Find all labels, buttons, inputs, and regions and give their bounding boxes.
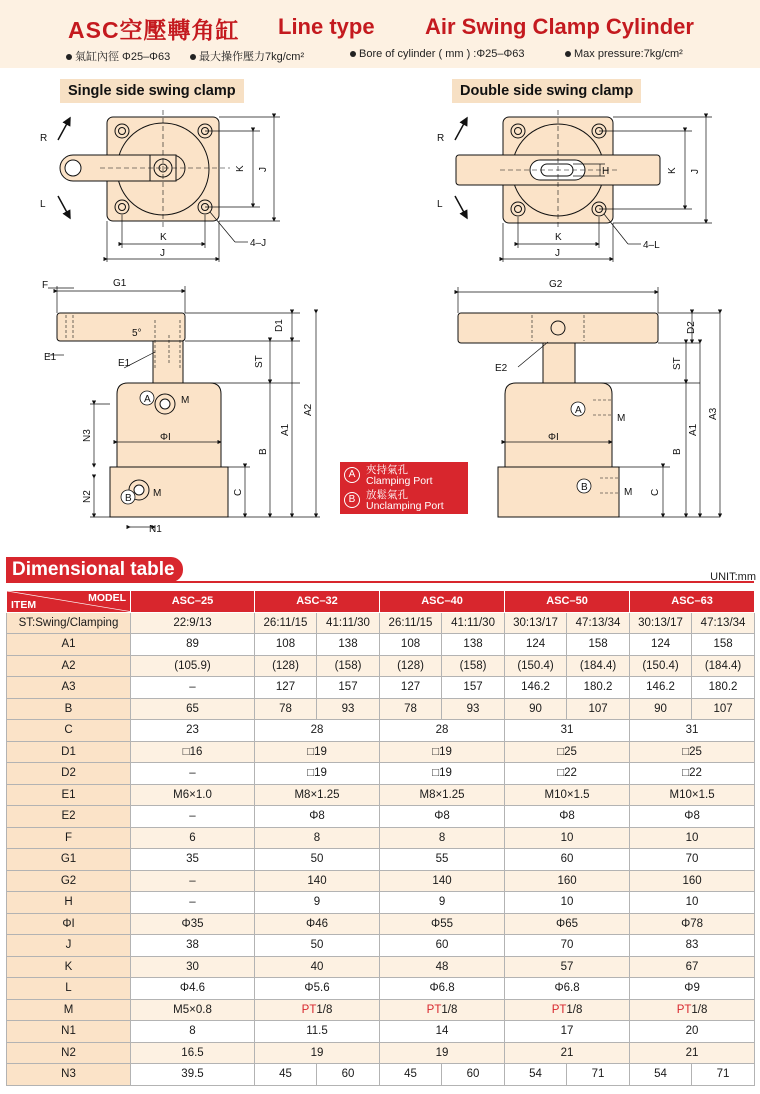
table-cell: M6×1.0 [131,784,255,806]
row-item-label: G1 [7,849,131,871]
table-cell: Φ78 [630,913,755,935]
table-cell: (184.4) [567,655,630,677]
table-row [7,806,755,828]
svg-text:N2: N2 [82,490,93,503]
title-english: Air Swing Clamp Cylinder [425,14,694,39]
table-row [7,956,755,978]
table-cell: (128) [255,655,317,677]
table-cell: □19 [380,741,505,763]
header-asc63: ASC–63 [630,591,755,613]
row-item-label: H [7,892,131,914]
table-row [7,698,755,720]
header-band [0,0,760,68]
table-cell: M8×1.25 [380,784,505,806]
header-asc32: ASC–32 [255,591,380,613]
table-row [7,870,755,892]
row-item-label: J [7,935,131,957]
table-cell: □22 [505,763,630,785]
header-model: MODEL [88,592,126,604]
table-cell: 57 [505,956,630,978]
table-cell: 70 [505,935,630,957]
table-cell: 78 [380,698,442,720]
table-cell: 160 [505,870,630,892]
table-cell: 60 [317,1064,380,1086]
table-row [7,999,755,1021]
table-cell: – [131,870,255,892]
table-cell: 127 [380,677,442,699]
table-row [7,741,755,763]
svg-text:J: J [555,248,560,259]
table-cell: 50 [255,849,380,871]
single-top-view [60,110,230,230]
header-asc40: ASC–40 [380,591,505,613]
table-cell: 11.5 [255,1021,380,1043]
table-row [7,655,755,677]
svg-text:J: J [690,169,701,174]
table-cell: 35 [131,849,255,871]
table-cell: – [131,806,255,828]
svg-text:G1: G1 [113,278,127,289]
table-cell: 6 [131,827,255,849]
table-cell: (150.4) [630,655,692,677]
spec-en-pressure: Max pressure:7kg/cm² [565,48,683,60]
row-item-label: A1 [7,634,131,656]
table-cell: M10×1.5 [630,784,755,806]
svg-text:ΦI: ΦI [160,432,171,443]
table-cell: □19 [380,763,505,785]
table-cell: 108 [255,634,317,656]
port-a-symbol-double: A [575,405,582,416]
table-cell: 9 [380,892,505,914]
table-cell: 90 [505,698,567,720]
single-front-view [57,313,228,517]
table-cell: 19 [255,1042,380,1064]
table-cell: PT1/8 [255,999,380,1021]
spec-cn-pressure: 最大操作壓力7kg/cm² [190,48,304,64]
table-cell: 138 [442,634,505,656]
legend-a-cn: 夾持氣孔 [366,464,408,476]
row-item-label: D2 [7,763,131,785]
table-cell: 83 [630,935,755,957]
dimensional-table [6,590,755,1086]
table-row [7,763,755,785]
table-cell: Φ6.8 [505,978,630,1000]
table-row [7,892,755,914]
table-cell: 19 [380,1042,505,1064]
table-cell: PT1/8 [630,999,755,1021]
single-side-label: Single side swing clamp [60,79,244,103]
table-cell: Φ35 [131,913,255,935]
table-cell: 67 [630,956,755,978]
table-cell: Φ6.8 [380,978,505,1000]
table-cell: 31 [630,720,755,742]
table-cell: 50 [255,935,380,957]
table-cell: 55 [380,849,505,871]
table-cell: 45 [380,1064,442,1086]
legend-a-circle: A [344,467,360,483]
table-cell: Φ46 [255,913,380,935]
double-top-view [456,110,660,230]
table-row [7,935,755,957]
port-a-symbol-single: A [144,394,151,405]
table-cell: (158) [317,655,380,677]
svg-text:4–L: 4–L [643,240,660,251]
row-item-label: E2 [7,806,131,828]
table-cell: 140 [380,870,505,892]
unit-label: UNIT:mm [710,571,756,583]
table-row [7,1064,755,1086]
svg-text:K: K [555,232,562,243]
row-item-label: ST:Swing/Clamping [7,612,131,634]
header-item: ITEM [11,598,37,611]
table-cell: 127 [255,677,317,699]
svg-text:N3: N3 [82,429,93,442]
svg-text:L: L [437,199,443,210]
table-cell: 10 [505,827,630,849]
table-cell: Φ5.6 [255,978,380,1000]
row-item-label: N1 [7,1021,131,1043]
table-cell: M5×0.8 [131,999,255,1021]
table-cell: (150.4) [505,655,567,677]
table-cell: 30 [131,956,255,978]
table-cell: Φ8 [505,806,630,828]
header-corner [7,591,131,613]
table-cell: 9 [255,892,380,914]
svg-text:R: R [437,133,445,144]
svg-text:J: J [258,167,269,172]
double-side-label: Double side swing clamp [452,79,641,103]
table-row [7,612,755,634]
table-cell: 48 [380,956,505,978]
table-cell: □19 [255,741,380,763]
table-cell: 54 [630,1064,692,1086]
header-asc25: ASC–25 [131,591,255,613]
table-cell: 65 [131,698,255,720]
svg-text:C: C [650,488,661,496]
row-item-label: N2 [7,1042,131,1064]
svg-text:C: C [233,488,244,496]
svg-text:L: L [40,199,46,210]
table-cell: 31 [505,720,630,742]
table-cell: 157 [317,677,380,699]
table-cell: □22 [630,763,755,785]
table-cell: Φ55 [380,913,505,935]
row-item-label: A3 [7,677,131,699]
row-item-label: B [7,698,131,720]
table-body [7,612,755,1085]
spec-en-bore: Bore of cylinder ( mm ) :Φ25–Φ63 [350,48,525,60]
table-cell: 41:11/30 [317,612,380,634]
table-cell: 60 [505,849,630,871]
table-cell: 14 [380,1021,505,1043]
table-cell: 21 [505,1042,630,1064]
table-cell: □25 [630,741,755,763]
table-cell: 71 [692,1064,755,1086]
table-cell: 70 [630,849,755,871]
row-item-label: ΦI [7,913,131,935]
svg-text:E1: E1 [44,352,57,363]
row-item-label: E1 [7,784,131,806]
svg-text:5°: 5° [132,328,142,339]
table-cell: 180.2 [567,677,630,699]
table-cell: 8 [255,827,380,849]
svg-text:G2: G2 [549,279,563,290]
table-cell: 138 [317,634,380,656]
table-cell: 78 [255,698,317,720]
table-cell: M10×1.5 [505,784,630,806]
table-cell: Φ8 [255,806,380,828]
table-cell: – [131,677,255,699]
svg-text:K: K [667,167,678,174]
svg-text:R: R [40,133,48,144]
table-cell: 28 [380,720,505,742]
title-line-type: Line type [278,14,375,39]
table-cell: 16.5 [131,1042,255,1064]
table-cell: 54 [505,1064,567,1086]
table-cell: □25 [505,741,630,763]
table-cell: Φ8 [630,806,755,828]
port-b-symbol-single: B [125,493,132,504]
table-cell: 71 [567,1064,630,1086]
table-row [7,827,755,849]
table-row [7,784,755,806]
table-cell: 89 [131,634,255,656]
table-cell: 140 [255,870,380,892]
table-cell: (128) [380,655,442,677]
table-cell: 26:11/15 [255,612,317,634]
legend-a-en: Clamping Port [366,475,433,487]
svg-text:ST: ST [254,355,265,368]
row-item-label: M [7,999,131,1021]
table-cell: 45 [255,1064,317,1086]
legend-b-cn: 放鬆氣孔 [366,489,408,501]
svg-text:ST: ST [672,357,683,370]
svg-text:ΦI: ΦI [548,432,559,443]
header-asc50: ASC–50 [505,591,630,613]
table-cell: 23 [131,720,255,742]
table-cell: 17 [505,1021,630,1043]
table-header-row [7,591,755,613]
table-cell: 10 [505,892,630,914]
table-row [7,720,755,742]
table-cell: □16 [131,741,255,763]
row-item-label: F [7,827,131,849]
table-row [7,1042,755,1064]
table-cell: PT1/8 [380,999,505,1021]
table-cell: 60 [442,1064,505,1086]
row-item-label: L [7,978,131,1000]
row-item-label: A2 [7,655,131,677]
svg-text:K: K [160,232,167,243]
port-b-symbol-double: B [581,482,588,493]
table-cell: 146.2 [505,677,567,699]
legend-b-circle: B [344,492,360,508]
svg-text:E2: E2 [495,363,508,374]
spec-cn-bore: 氣缸內徑 Φ25–Φ63 [66,48,170,64]
table-cell: 158 [567,634,630,656]
table-cell: Φ65 [505,913,630,935]
svg-text:D2: D2 [686,321,697,334]
table-row [7,634,755,656]
table-cell: 39.5 [131,1064,255,1086]
table-cell: 93 [317,698,380,720]
row-item-label: G2 [7,870,131,892]
table-cell: PT1/8 [505,999,630,1021]
table-cell: 10 [630,827,755,849]
table-cell: 157 [442,677,505,699]
table-cell: 28 [255,720,380,742]
dimensional-table-title: Dimensional table [6,557,183,582]
table-cell: 22:9/13 [131,612,255,634]
table-cell: 40 [255,956,380,978]
svg-text:B: B [672,448,683,455]
svg-text:B: B [258,448,269,455]
table-cell: 30:13/17 [505,612,567,634]
table-cell: – [131,763,255,785]
table-cell: – [131,892,255,914]
svg-text:A1: A1 [280,423,291,436]
svg-text:A2: A2 [303,403,314,416]
table-cell: 21 [630,1042,755,1064]
title-chinese: ASC空壓轉角缸 [68,17,240,43]
table-cell: 20 [630,1021,755,1043]
table-cell: 47:13/34 [692,612,755,634]
svg-text:N1: N1 [149,524,162,535]
table-cell: 124 [630,634,692,656]
svg-text:J: J [160,248,165,259]
svg-text:A1: A1 [688,423,699,436]
table-cell: Φ9 [630,978,755,1000]
table-cell: 180.2 [692,677,755,699]
table-row [7,913,755,935]
table-cell: 107 [692,698,755,720]
row-item-label: N3 [7,1064,131,1086]
table-cell: 8 [131,1021,255,1043]
legend-b-en: Unclamping Port [366,500,444,512]
svg-text:F: F [42,280,49,291]
svg-text:A3: A3 [708,407,719,420]
table-cell: 38 [131,935,255,957]
table-cell: 108 [380,634,442,656]
table-cell: 47:13/34 [567,612,630,634]
table-row [7,849,755,871]
table-cell: Φ8 [380,806,505,828]
table-cell: 158 [692,634,755,656]
row-item-label: K [7,956,131,978]
table-cell: 90 [630,698,692,720]
table-cell: (184.4) [692,655,755,677]
svg-text:H: H [602,166,610,177]
table-cell: 30:13/17 [630,612,692,634]
svg-text:M: M [617,413,626,424]
table-cell: 93 [442,698,505,720]
table-cell: 41:11/30 [442,612,505,634]
table-cell: 124 [505,634,567,656]
table-cell: (158) [442,655,505,677]
table-row [7,1021,755,1043]
table-cell: 10 [630,892,755,914]
svg-text:E1: E1 [118,358,131,369]
row-item-label: D1 [7,741,131,763]
table-cell: M8×1.25 [255,784,380,806]
table-cell: 146.2 [630,677,692,699]
table-row [7,978,755,1000]
svg-text:M: M [181,395,190,406]
table-cell: 107 [567,698,630,720]
svg-text:4–J: 4–J [250,238,267,249]
table-cell: 60 [380,935,505,957]
table-cell: (105.9) [131,655,255,677]
table-cell: 160 [630,870,755,892]
port-legend [340,462,468,514]
row-item-label: C [7,720,131,742]
table-cell: Φ4.6 [131,978,255,1000]
table-row [7,677,755,699]
title-rule [6,581,754,583]
svg-text:K: K [235,165,246,172]
svg-text:D1: D1 [274,319,285,332]
table-cell: 8 [380,827,505,849]
svg-text:M: M [624,487,633,498]
svg-text:M: M [153,488,162,499]
table-cell: □19 [255,763,380,785]
table-cell: 26:11/15 [380,612,442,634]
